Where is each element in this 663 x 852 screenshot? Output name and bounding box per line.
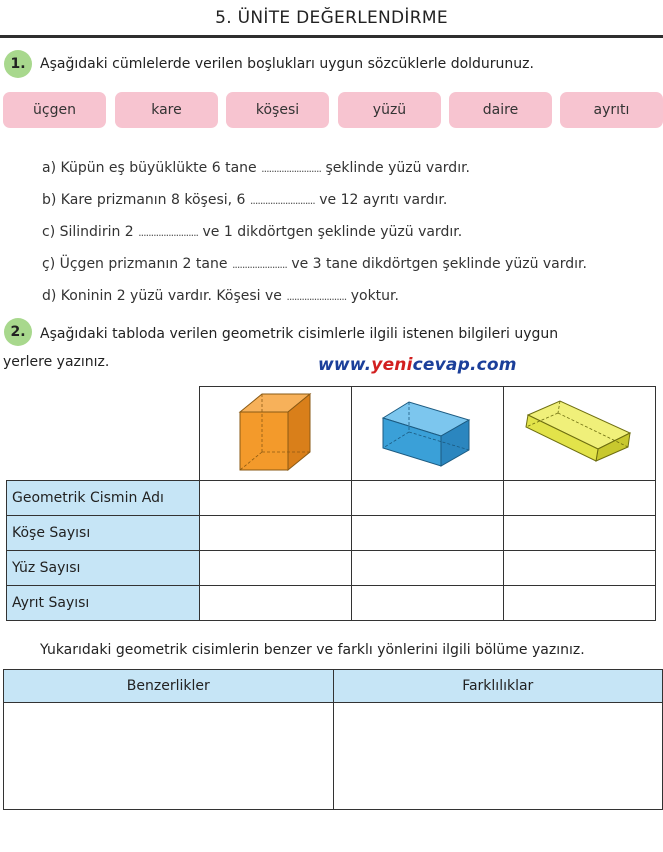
answer-cell[interactable]	[503, 586, 655, 621]
word-card-kare: kare	[115, 92, 218, 128]
question-2-instruction-line1: Aşağıdaki tabloda verilen geometrik cisimlerle ilgili istenen bilgileri uygun	[40, 326, 559, 342]
question-2-instruction-line2: yerlere yazınız.	[3, 354, 110, 370]
shape-cell-1	[199, 387, 351, 481]
orange-cube-icon	[230, 390, 320, 474]
word-card-kosesi: köşesi	[226, 92, 329, 128]
answer-blank[interactable]: ......................	[231, 258, 287, 271]
answer-cell[interactable]	[503, 481, 655, 516]
word-card-ucgen: üçgen	[3, 92, 106, 128]
blue-rectangular-prism-icon	[379, 392, 475, 472]
yellow-rectangular-prism-icon	[524, 397, 634, 467]
page-title: 5. ÜNİTE DEĞERLENDİRME	[215, 8, 448, 28]
sentence-d: d) Koninin 2 yüzü vardır. Köşesi ve ........................ yoktur.	[42, 288, 399, 304]
watermark: www.yenicevap.com	[318, 355, 517, 375]
shape-cell-2	[351, 387, 503, 481]
answer-cell[interactable]	[351, 586, 503, 621]
geometry-table	[6, 386, 656, 621]
comparison-instruction: Yukarıdaki geometrik cisimlerin benzer ve farklı yönlerini ilgili bölüme yazınız.	[40, 642, 585, 658]
comparison-table	[3, 669, 663, 810]
answer-cell[interactable]	[199, 551, 351, 586]
question-2-number: 2.	[4, 318, 32, 346]
answer-blank[interactable]: ..........................	[249, 194, 315, 207]
empty-corner-cell	[7, 387, 200, 481]
question-1-instruction: Aşağıdaki cümlelerde verilen boşlukları uygun sözcüklerle doldurunuz.	[40, 56, 534, 72]
row-label-face-count: Yüz Sayısı	[7, 551, 200, 586]
differences-answer-area[interactable]	[333, 703, 662, 810]
answer-cell[interactable]	[503, 516, 655, 551]
row-label-vertex-count: Köşe Sayısı	[7, 516, 200, 551]
answer-blank[interactable]: ........................	[138, 226, 199, 239]
row-label-shape-name: Geometrik Cismin Adı	[7, 481, 200, 516]
answer-cell[interactable]	[199, 516, 351, 551]
answer-cell[interactable]	[351, 516, 503, 551]
sentence-c: c) Silindirin 2 ........................ ve 1 dikdörtgen şeklinde yüzü vardır.	[42, 224, 463, 240]
answer-cell[interactable]	[351, 551, 503, 586]
question-1-number: 1.	[4, 50, 32, 78]
header-differences: Farklılıklar	[333, 670, 662, 703]
answer-cell[interactable]	[199, 586, 351, 621]
row-label-edge-count: Ayrıt Sayısı	[7, 586, 200, 621]
answer-blank[interactable]: ........................	[286, 290, 347, 303]
header-similarities: Benzerlikler	[4, 670, 334, 703]
answer-cell[interactable]	[503, 551, 655, 586]
answer-cell[interactable]	[199, 481, 351, 516]
word-card-ayriti: ayrıtı	[560, 92, 663, 128]
word-card-yuzu: yüzü	[338, 92, 441, 128]
answer-blank[interactable]: ........................	[261, 162, 322, 175]
similarities-answer-area[interactable]	[4, 703, 334, 810]
word-card-daire: daire	[449, 92, 552, 128]
answer-cell[interactable]	[351, 481, 503, 516]
sentence-a: a) Küpün eş büyüklükte 6 tane ........................ şeklinde yüzü vardır.	[42, 160, 470, 176]
sentence-b: b) Kare prizmanın 8 köşesi, 6 .......................... ve 12 ayrıtı vardır.	[42, 192, 448, 208]
sentence-c-cedilla: ç) Üçgen prizmanın 2 tane ...................... ve 3 tane dikdörtgen şeklinde yüzü vardır.	[42, 256, 587, 272]
shape-cell-3	[503, 387, 655, 481]
title-underline	[0, 35, 663, 38]
